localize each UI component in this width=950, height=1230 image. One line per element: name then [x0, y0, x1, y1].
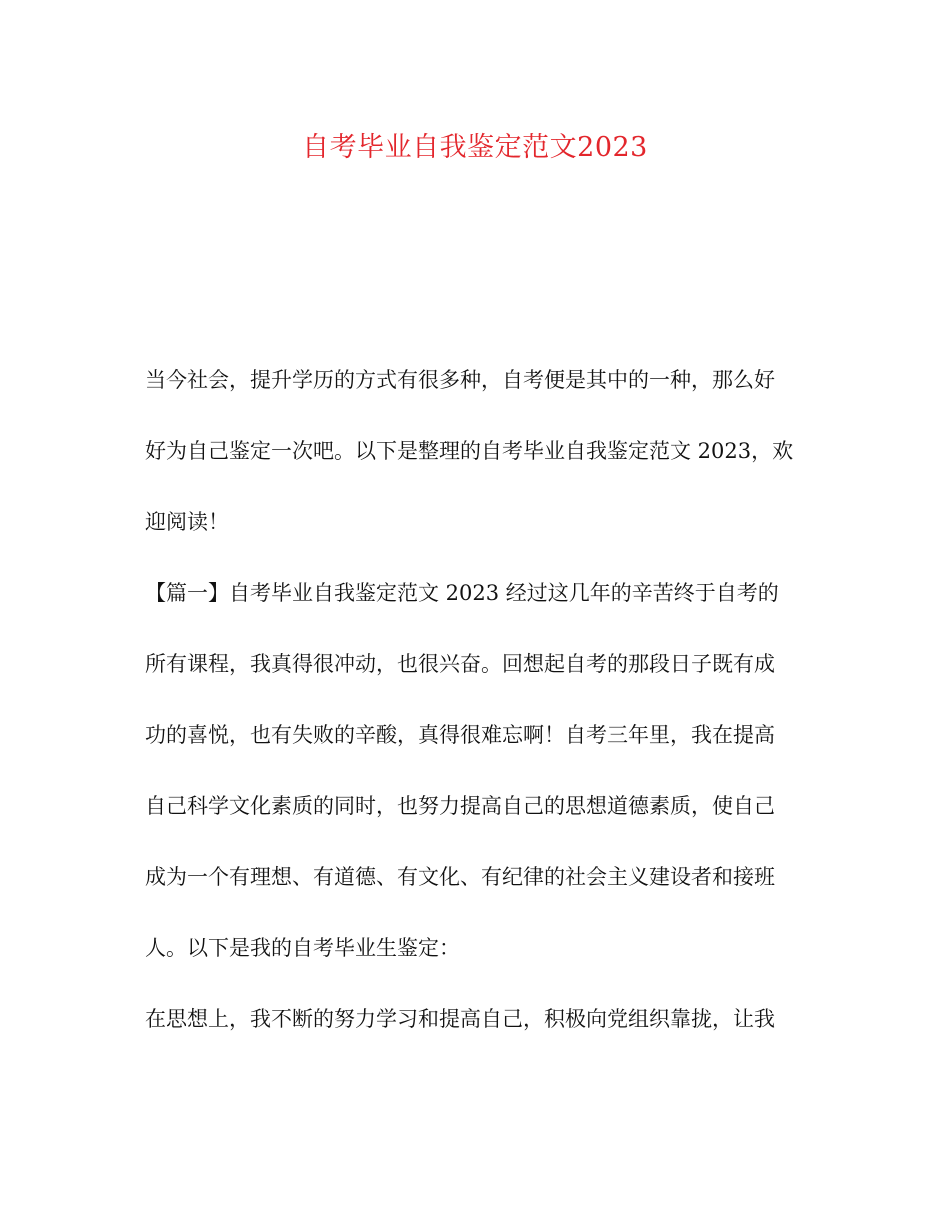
document-body [145, 357, 815, 1067]
document-title: 自考毕业自我鉴定范文2023 [302, 132, 648, 163]
paragraph-line: 人。以下是我的自考毕业生鉴定： [145, 936, 460, 960]
paragraph-line: 功的喜悦，也有失败的辛酸，真得很难忘啊！自考三年里，我在提高 [145, 723, 775, 747]
paragraph-line: 所有课程，我真得很冲动，也很兴奋。回想起自考的那段日子既有成 [145, 652, 775, 676]
paragraph-line: 在思想上，我不断的努力学习和提高自己，积极向党组织靠拢，让我 [145, 1007, 775, 1031]
paragraph-line: 迎阅读！ [145, 510, 229, 534]
paragraph-line: 好为自己鉴定一次吧。以下是整理的自考毕业自我鉴定范文 2023，欢 [145, 439, 794, 463]
paragraph-line: 【篇一】自考毕业自我鉴定范文 2023 经过这几年的辛苦终于自考的 [145, 581, 779, 605]
paragraph-line: 当今社会，提升学历的方式有很多种，自考便是其中的一种，那么好 [145, 368, 775, 392]
paragraph-line: 成为一个有理想、有道德、有文化、有纪律的社会主义建设者和接班 [145, 865, 775, 889]
paragraph-line: 自己科学文化素质的同时，也努力提高自己的思想道德素质，使自己 [145, 794, 775, 818]
